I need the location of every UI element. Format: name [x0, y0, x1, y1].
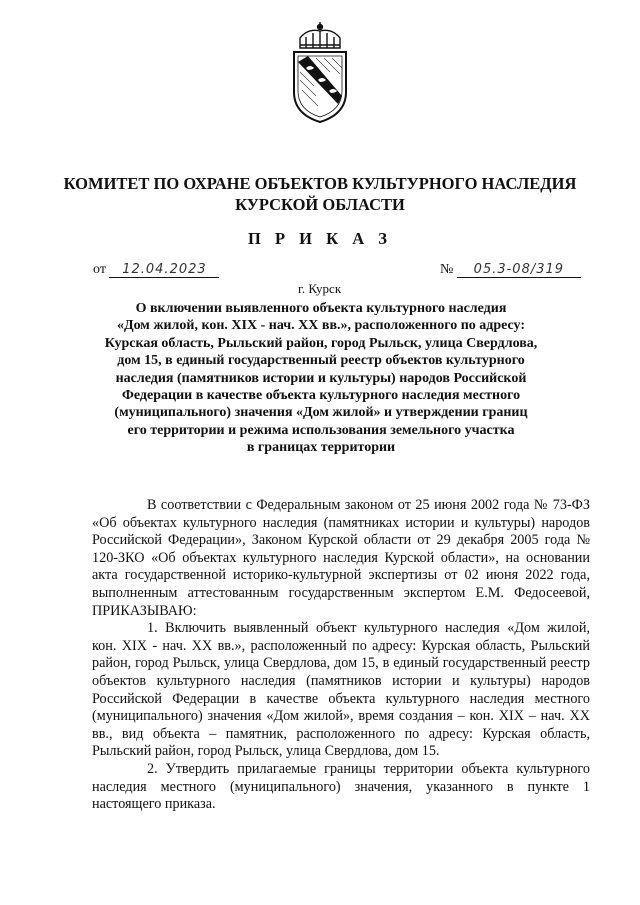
- order-item-1: 1. Включить выявленный объект культурного наследия «Дом жилой, кон. XIX - нач. XX вв.», расположенный по адресу: Курская область, Рыльский район, город Рыльск, улица Свердлова, дом 15, в единый государственный реестр объектов культурного наследия (памятников истории и культуры) народов Российской Федерации в качестве объекта культурного наследия местного (муниципального) значения «Дом жилой», время создания – кон. XIX – нач. XX вв., вид объекта – памятник, расположенного по адресу: Курская область, Рыльский район, город Рыльск, улица Свердлова, дом 15.: [92, 620, 590, 760]
- date-prefix: от: [93, 262, 106, 277]
- number-prefix: №: [440, 262, 454, 277]
- date-field: [93, 262, 219, 278]
- preamble-paragraph: В соответствии с Федеральным законом от 25 июня 2002 года № 73-ФЗ «Об объектах культурного наследия (памятниках истории и культуры) народов Российской Федерации», Законом Курской области от 29 декабря 2005 года № 120-ЗКО «Об объектах культурного наследия Курской области», на основании акта государственной историко-культурной экспертизы от 02 июня 2022 года, выполненным аттестованным государственным экспертом Е.М. Федосеевой, ПРИКАЗЫВАЮ:: [92, 497, 590, 619]
- handwritten-date: 12.04.2023: [109, 262, 219, 278]
- subject-line: «Дом жилой, кон. XIX - нач. XX вв.», расположенного по адресу:: [116, 318, 526, 334]
- order-number-field: [440, 262, 581, 278]
- document-type-title: П Р И К А З: [248, 229, 392, 248]
- subject-line: Курская область, Рыльский район, город Рыльск, улица Свердлова,: [104, 335, 538, 351]
- order-item-2: 2. Утвердить прилагаемые границы территории объекта культурного наследия местного (муниципального) значения, указанного в пункте 1 настоящего приказа.: [92, 760, 590, 813]
- shield-icon: [294, 52, 346, 122]
- organization-name-line2: КУРСКОЙ ОБЛАСТИ: [235, 195, 405, 214]
- organization-name: [0, 173, 640, 215]
- coat-of-arms-emblem: [286, 22, 354, 124]
- organization-name-line1: КОМИТЕТ ПО ОХРАНЕ ОБЪЕКТОВ КУЛЬТУРНОГО НАСЛЕДИЯ: [63, 174, 577, 193]
- subject-line: наследия (памятников истории и культуры) народов Российской: [115, 370, 527, 386]
- handwritten-order-number: 05.3-08/319: [457, 262, 581, 278]
- city-label: г. Курск: [298, 281, 342, 296]
- subject-line: его территории и режима использования земельного участка: [127, 422, 515, 438]
- subject-line: в границах территории: [246, 440, 396, 456]
- subject-line: Федерации в качестве объекта культурного наследия местного: [121, 388, 521, 404]
- subject-line: (муниципального) значения «Дом жилой» и утверждении границ: [114, 405, 528, 421]
- subject-line: дом 15, в единый государственный реестр объектов культурного: [117, 353, 525, 369]
- order-body: [92, 497, 590, 814]
- order-subject: [96, 300, 546, 457]
- crown-icon: [300, 22, 340, 48]
- subject-line: О включении выявленного объекта культурного наследия: [135, 301, 507, 316]
